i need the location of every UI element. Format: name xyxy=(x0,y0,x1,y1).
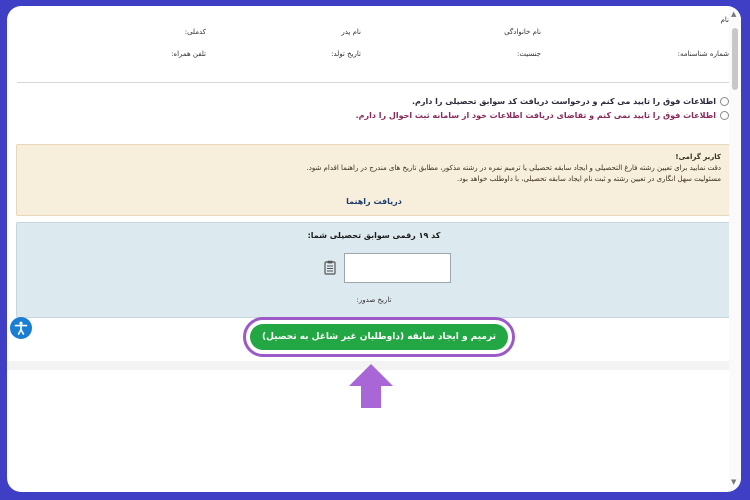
scroll-down-icon[interactable]: ▼ xyxy=(731,478,737,486)
confirm-option[interactable] xyxy=(412,97,729,106)
id-number-label: شماره شناسنامه: xyxy=(677,50,729,58)
reject-option-label: اطلاعات فوق را تایید نمی کنم و تقاضای دریافت اطلاعات خود از سامانه ثبت احوال را دارم. xyxy=(355,111,716,120)
scrollbar[interactable] xyxy=(729,6,741,492)
submit-record-button[interactable]: ترمیم و ایجاد سابقه (داوطلبان غیر شاغل به تحصیل) xyxy=(250,324,508,350)
mobile-label: تلفن همراه: xyxy=(171,50,206,58)
birth-date-label: تاریخ تولد: xyxy=(331,50,361,58)
education-code-field[interactable] xyxy=(344,253,451,283)
accessibility-icon xyxy=(14,321,28,335)
father-name-label: نام پدر xyxy=(341,28,361,36)
notice-box xyxy=(16,144,732,216)
accessibility-button[interactable] xyxy=(10,317,32,339)
page-frame xyxy=(7,6,741,492)
section-divider xyxy=(17,82,741,83)
confirm-radio[interactable] xyxy=(720,97,729,106)
scrollbar-thumb[interactable] xyxy=(732,28,738,90)
reject-option[interactable] xyxy=(356,111,729,120)
scroll-up-icon[interactable]: ▲ xyxy=(731,10,737,18)
guide-download-link[interactable]: دریافت راهنما xyxy=(346,197,402,206)
national-code-label: کدملی: xyxy=(184,28,206,36)
name-label: نام xyxy=(720,16,729,24)
notice-greeting: کاربر گرامی! xyxy=(675,153,721,161)
gender-label: جنسیت: xyxy=(516,50,541,58)
last-name-label: نام خانوادگی xyxy=(504,28,541,36)
issue-date-label: تاریخ صدور: xyxy=(356,296,392,304)
education-code-box xyxy=(16,222,732,318)
code-title: کد ۱۹ رقمی سوابق تحصیلی شما: xyxy=(307,231,441,240)
copy-clipboard-button[interactable] xyxy=(319,255,341,279)
reject-radio[interactable] xyxy=(720,111,729,120)
confirm-option-label: اطلاعات فوق را تایید می کنم و درخواست دریافت کد سوابق تحصیلی را دارم. xyxy=(411,97,716,106)
up-arrow-icon xyxy=(347,364,395,408)
notice-line-1: دقت نمایید برای تعیین رشته فارغ التحصیلی و ایجاد سابقه تحصیلی یا ترمیم نمره در رشته مذکور، مطابق تاریخ های مندرج در راهنما اقدام شود. xyxy=(306,164,721,172)
clipboard-icon xyxy=(324,260,336,275)
notice-line-2: مسئولیت سهل انگاری در تعیین رشته و ثبت نام ایجاد سابقه تحصیلی، با داوطلب خواهد بود. xyxy=(457,175,721,183)
